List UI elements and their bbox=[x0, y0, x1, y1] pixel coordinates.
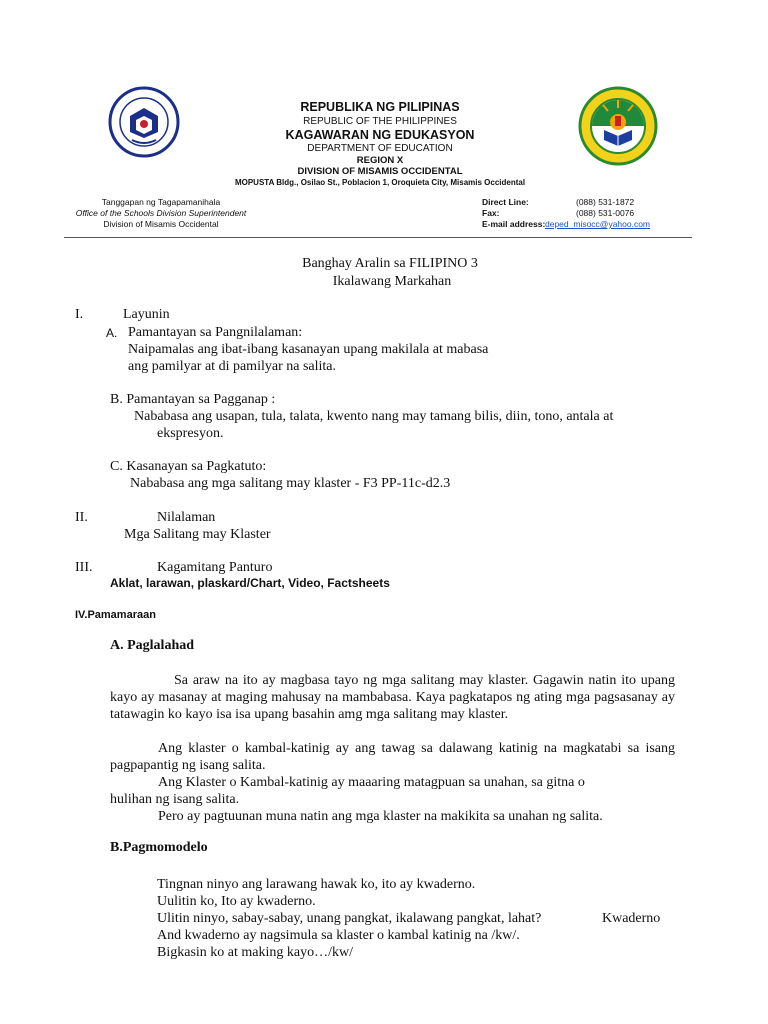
address-line: MOPUSTA Bldg., Osilao St., Poblacion 1, Oroquieta City, Misamis Occidental bbox=[234, 178, 526, 187]
department-heading: DEPARTMENT OF EDUCATION bbox=[307, 143, 453, 154]
pagmomodelo-line-1: Tingnan ninyo ang larawang hawak ko, ito ay kwaderno. bbox=[157, 877, 476, 892]
section-3-num: III. bbox=[75, 560, 93, 575]
paglalahad-paragraph-3b: hulihan ng isang salita. bbox=[110, 792, 240, 807]
subsection-c-text: Nababasa ang mga salitang may klaster - F3 PP-11c-d2.3 bbox=[130, 476, 451, 491]
lesson-title: Banghay Aralin sa FILIPINO 3 bbox=[302, 256, 478, 271]
paglalahad-title: A. Paglalahad bbox=[110, 638, 195, 653]
kagawaran-heading: KAGAWARAN NG EDUKASYON bbox=[285, 128, 475, 142]
office-line-1: Tanggapan ng Tagapamanihala bbox=[101, 197, 221, 207]
section-1-title: Layunin bbox=[123, 307, 170, 322]
section-2-num: II. bbox=[75, 510, 88, 525]
republic-heading: REPUBLIC OF THE PHILIPPINES bbox=[303, 116, 457, 127]
office-line-3: Division of Misamis Occidental bbox=[103, 219, 219, 229]
paglalahad-paragraph-2: Ang klaster o kambal-katinig ay ang tawag sa dalawang katinig na magkatabi sa isang pagpapantig ng isang salita. bbox=[110, 741, 675, 773]
paglalahad-paragraph-4: Pero ay pagtuunan muna natin ang mga klaster na makikita sa unahan ng salita. bbox=[158, 809, 603, 824]
subsection-b-text-2: ekspresyon. bbox=[157, 426, 224, 441]
fax-value: (088) 531-0076 bbox=[576, 208, 635, 218]
subsection-a-text-1: Naipamalas ang ibat-ibang kasanayan upang makilala at mabasa bbox=[128, 342, 489, 357]
republika-heading: REPUBLIKA NG PILIPINAS bbox=[300, 100, 460, 114]
deped-seal-left bbox=[108, 86, 180, 158]
pagmomodelo-line-2: Uulitin ko, Ito ay kwaderno. bbox=[157, 894, 316, 909]
office-line-2: Office of the Schools Division Superintendent bbox=[75, 208, 247, 218]
header-divider bbox=[64, 237, 692, 238]
section-2-text: Mga Salitang may Klaster bbox=[124, 527, 271, 542]
subsection-a-title: Pamantayan sa Pangnilalaman: bbox=[128, 325, 303, 340]
deped-division-seal-right bbox=[578, 86, 658, 166]
fax-label: Fax: bbox=[482, 208, 500, 218]
pagmomodelo-title: B.Pagmomodelo bbox=[110, 840, 208, 855]
section-1-num: I. bbox=[75, 307, 84, 322]
paglalahad-paragraph-1: Sa araw na ito ay magbasa tayo ng mga salitang may klaster. Gagawin natin ito upang kayo ay masanay at maging mahusay na mambabasa. Kaya pagkatapos ng ating mga pagsasanay ay tatawagin ko kayo isa isa upang basahin amg mga salitang may klaster. bbox=[110, 673, 675, 722]
direct-line-value: (088) 531-1872 bbox=[576, 197, 635, 207]
division-heading: DIVISION OF MISAMIS OCCIDENTAL bbox=[297, 166, 463, 177]
seal-right-icon bbox=[578, 86, 658, 166]
section-4-title: IV.Pamamaraan bbox=[75, 609, 156, 621]
subsection-c-title: C. Kasanayan sa Pagkatuto: bbox=[110, 459, 267, 474]
seal-left-icon bbox=[108, 86, 180, 158]
pagmomodelo-line-3-answer: Kwaderno bbox=[602, 911, 661, 926]
subsection-a-text-2: ang pamilyar at di pamilyar na salita. bbox=[128, 359, 336, 374]
region-heading: REGION X bbox=[356, 155, 404, 166]
lesson-subtitle: Ikalawang Markahan bbox=[332, 274, 452, 289]
section-3-title: Kagamitang Panturo bbox=[157, 560, 273, 575]
subsection-b-title: B. Pamantayan sa Pagganap : bbox=[110, 392, 276, 407]
section-3-text: Aklat, larawan, plaskard/Chart, Video, Factsheets bbox=[110, 576, 390, 590]
pagmomodelo-line-5: Bigkasin ko at making kayo…/kw/ bbox=[157, 945, 353, 960]
email-link[interactable]: deped_misocc@yahoo.com bbox=[545, 219, 651, 229]
section-2-title: Nilalaman bbox=[157, 510, 216, 525]
direct-line-label: Direct Line: bbox=[482, 197, 529, 207]
subsection-a-label: A. bbox=[106, 326, 118, 340]
contact-block bbox=[482, 197, 702, 230]
email-label: E-mail address: bbox=[482, 219, 546, 229]
pagmomodelo-line-3: Ulitin ninyo, sabay-sabay, unang pangkat, ikalawang pangkat, lahat? bbox=[157, 911, 542, 926]
paglalahad-paragraph-3a: Ang Klaster o Kambal-katinig ay maaaring matagpuan sa unahan, sa gitna o bbox=[158, 775, 585, 790]
subsection-b-text-1: Nababasa ang usapan, tula, talata, kwento nang may tamang bilis, diin, tono, antala at bbox=[134, 409, 614, 424]
pagmomodelo-line-4: And kwaderno ay nagsimula sa klaster o kambal katinig na /kw/. bbox=[157, 928, 520, 943]
